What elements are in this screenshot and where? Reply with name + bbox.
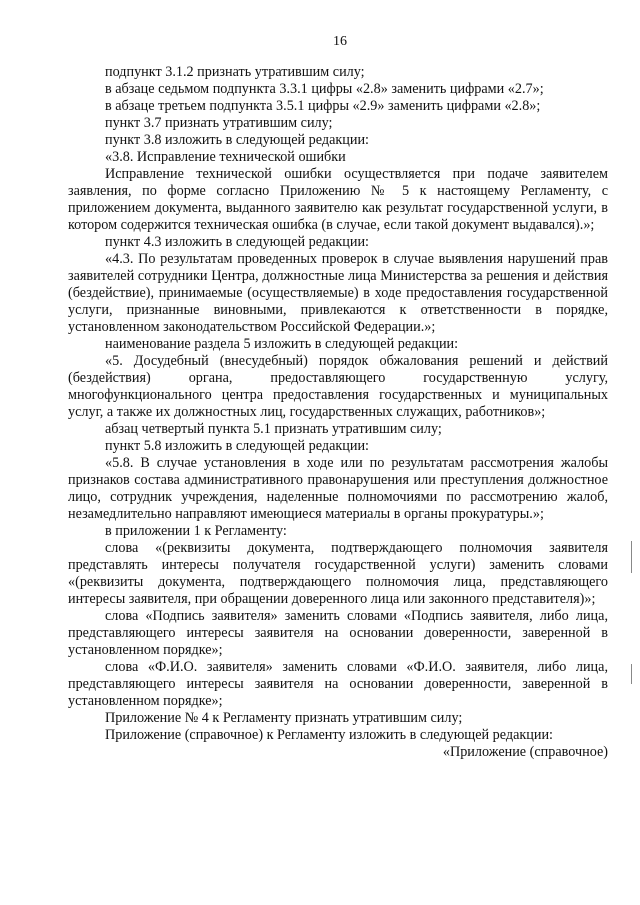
paragraph-14: «5.8. В случае установления в ходе или по результатам рассмотрения жалобы признаков состава административного правонарушения или преступления должностное лицо, сотрудник учреждения, наделенные полномочиями по рассмотрению жалоб, незамедлительно направляют имеющиеся материалы в органы прокуратуры.»;	[68, 455, 608, 522]
paragraph-7: Исправление технической ошибки осуществляется при подаче заявителем заявления, по форме согласно Приложению № 5 к настоящему Регламенту, с приложением документа, выданного заявителю как результат государственной услуги, в котором содержится техническая ошибка (в случае, если такой документ выдавался).»;	[68, 166, 608, 233]
paragraph-12: абзац четвертый пункта 5.1 признать утратившим силу;	[105, 421, 442, 437]
scan-margin-mark	[631, 664, 632, 684]
paragraph-10: наименование раздела 5 изложить в следующей редакции:	[105, 336, 459, 352]
page-number: 16	[333, 34, 347, 49]
paragraph-9: «4.3. По результатам проведенных проверок в случае выявления нарушений прав заявителей сотрудники Центра, должностные лица Министерства за решения и действия (бездействие), принимаемые (осуществляемые) в ходе предоставления государственной услуги, признанные виновными, привлекаются к ответственности в порядке, установленном законодательством Российской Федерации.»;	[68, 251, 608, 335]
paragraph-15: в приложении 1 к Регламенту:	[105, 523, 287, 539]
paragraph-17: слова «Подпись заявителя» заменить словами «Подпись заявителя, либо лица, представляющего интересы заявителя на основании доверенности, заверенной в установленном порядке»;	[68, 608, 608, 658]
paragraph-8: пункт 4.3 изложить в следующей редакции:	[105, 234, 369, 250]
paragraph-5: пункт 3.8 изложить в следующей редакции:	[105, 132, 369, 148]
paragraph-19: Приложение № 4 к Регламенту признать утратившим силу;	[105, 710, 463, 726]
paragraph-6: «3.8. Исправление технической ошибки	[105, 149, 346, 165]
paragraph-18: слова «Ф.И.О. заявителя» заменить словами «Ф.И.О. заявителя, либо лица, представляющего интересы заявителя на основании доверенности, заверенной в установленном порядке»;	[68, 659, 608, 709]
paragraph-2: в абзаце седьмом подпункта 3.3.1 цифры «2.8» заменить цифрами «2.7»;	[105, 81, 544, 97]
paragraph-13: пункт 5.8 изложить в следующей редакции:	[105, 438, 369, 454]
paragraph-1: подпункт 3.1.2 признать утратившим силу;	[105, 64, 365, 80]
paragraph-11: «5. Досудебный (внесудебный) порядок обжалования решений и действий (бездействия) органа, предоставляющего государственную услугу, многофункционального центра предоставления государственных и муниципальных услуг, а также их должностных лиц, государственных служащих, работников»;	[68, 353, 608, 420]
scan-margin-mark	[631, 541, 632, 573]
paragraph-20: Приложение (справочное) к Регламенту изложить в следующей редакции:	[105, 727, 553, 743]
paragraph-21: «Приложение (справочное)	[442, 744, 608, 760]
paragraph-16: слова «(реквизиты документа, подтверждающего полномочия заявителя представлять интересы получателя государственной услуги) заменить словами «(реквизиты документа, подтверждающего полномочия лица, представляющего интересы заявителя, при обращении доверенного лица или законного представителя)»;	[68, 540, 608, 607]
document-body	[68, 64, 608, 761]
paragraph-3: в абзаце третьем подпункта 3.5.1 цифры «2.9» заменить цифрами «2.8»;	[105, 98, 541, 114]
paragraph-4: пункт 3.7 признать утратившим силу;	[105, 115, 333, 131]
